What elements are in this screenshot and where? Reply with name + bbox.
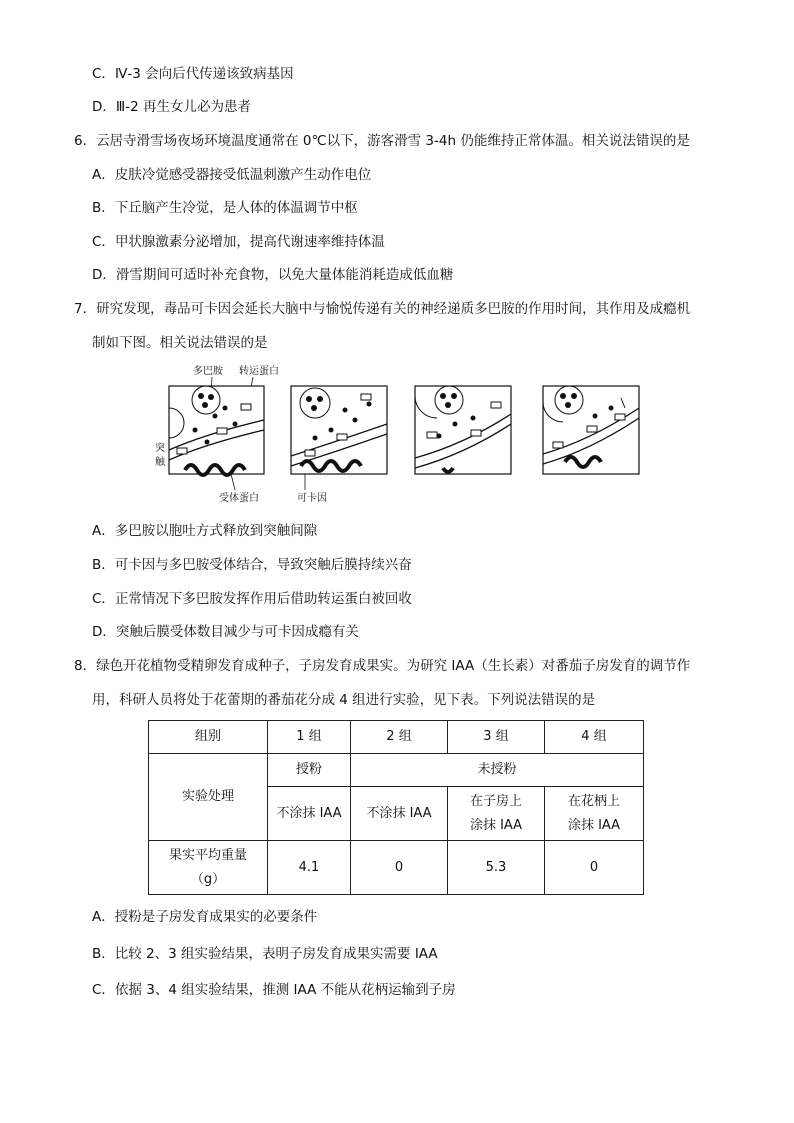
option-letter: D． <box>92 267 116 283</box>
q5-option-c <box>92 64 294 84</box>
panel-3 <box>415 386 511 474</box>
table-header-cell: 组别 <box>149 721 268 754</box>
q8-option-a <box>92 907 317 927</box>
panel-4 <box>543 386 639 474</box>
q7-option-b <box>92 555 412 575</box>
option-text: 依据 3、4 组实验结果，推测 IAA 不能从花柄运输到子房 <box>114 982 456 998</box>
table-header-cell: 4 组 <box>545 721 644 754</box>
synapse-figure <box>155 358 650 508</box>
label-synapse-1: 突 <box>155 443 165 454</box>
panel-2 <box>291 386 387 474</box>
label-dopamine: 多巴胺 <box>193 366 223 377</box>
option-text: Ⅳ-3 会向后代传递该致病基因 <box>114 66 294 82</box>
option-text: 下丘脑产生冷觉，是人体的体温调节中枢 <box>114 200 358 216</box>
label-receptor: 受体蛋白 <box>219 493 259 504</box>
option-text: 多巴胺以胞吐方式释放到突触间隙 <box>114 523 318 539</box>
pollinated-cell: 授粉 <box>268 754 351 787</box>
treatment-cell: 不涂抹 IAA <box>351 787 448 841</box>
q8-stem-line2: 用，科研人员将处于花蕾期的番茄花分成 4 组进行实验，见下表。下列说法错误的是 <box>92 692 596 708</box>
option-letter: D． <box>92 624 116 640</box>
option-text: 授粉是子房发育成果实的必要条件 <box>114 909 318 925</box>
option-text: 甲状腺激素分泌增加，提高代谢速率维持体温 <box>114 234 385 250</box>
label-synapse-2: 触 <box>155 457 165 468</box>
treatment-label: 实验处理 <box>149 754 268 841</box>
option-text: 正常情况下多巴胺发挥作用后借助转运蛋白被回收 <box>114 591 412 607</box>
weight-cell: 4.1 <box>268 841 351 895</box>
not-pollinated-cell: 未授粉 <box>351 754 644 787</box>
q7-option-a <box>92 521 317 541</box>
option-text: 可卡因与多巴胺受体结合，导致突触后膜持续兴奋 <box>114 557 412 573</box>
q7-stem-line1: 7．研究发现，毒品可卡因会延长大脑中与愉悦传递有关的神经递质多巴胺的作用时间，其作用及成瘾机 <box>74 301 691 317</box>
table-row <box>149 721 644 754</box>
treatment-cell: 在花柄上 涂抹 IAA <box>545 787 644 841</box>
table-header-cell: 3 组 <box>448 721 545 754</box>
option-letter: B． <box>92 557 115 573</box>
option-letter: B． <box>92 200 115 216</box>
q6-option-d <box>92 265 453 285</box>
option-letter: A． <box>92 167 115 183</box>
q6-option-c <box>92 232 385 252</box>
option-letter: A． <box>92 909 115 925</box>
q8-stem-line1: 8．绿色开花植物受精卵发育成种子，子房发育成果实。为研究 IAA（生长素）对番茄子房发育的调节作 <box>74 658 691 674</box>
table-row <box>149 754 644 787</box>
weight-cell: 5.3 <box>448 841 545 895</box>
option-letter: C． <box>92 982 115 998</box>
q8-option-b <box>92 944 438 964</box>
option-text: 比较 2、3 组实验结果，表明子房发育成果实需要 IAA <box>114 946 438 962</box>
option-text: Ⅲ-2 再生女儿必为患者 <box>115 99 251 115</box>
table-header-cell: 1 组 <box>268 721 351 754</box>
option-letter: C． <box>92 66 115 82</box>
weight-cell: 0 <box>351 841 448 895</box>
table-row <box>149 841 644 895</box>
option-text: 滑雪期间可适时补充食物，以免大量体能消耗造成低血糖 <box>115 267 454 283</box>
weight-label: 果实平均重量 （g） <box>149 841 268 895</box>
table-header-cell: 2 组 <box>351 721 448 754</box>
q6-option-b <box>92 198 358 218</box>
weight-cell: 0 <box>545 841 644 895</box>
treatment-cell: 不涂抹 IAA <box>268 787 351 841</box>
option-text: 突触后膜受体数目减少与可卡因成瘾有关 <box>115 624 359 640</box>
q7-option-c <box>92 589 412 609</box>
results-table <box>148 720 644 895</box>
option-letter: B． <box>92 946 115 962</box>
option-letter: C． <box>92 591 115 607</box>
label-cocaine: 可卡因 <box>297 493 327 504</box>
q5-option-d <box>92 97 251 117</box>
option-letter: A． <box>92 523 115 539</box>
panel-1 <box>169 386 264 475</box>
option-letter: C． <box>92 234 115 250</box>
q6-stem: 6．云居寺滑雪场夜场环境温度通常在 0℃以下，游客滑雪 3-4h 仍能维持正常体温。相关说法错误的是 <box>74 133 690 149</box>
q8-option-c <box>92 980 456 1000</box>
option-letter: D． <box>92 99 116 115</box>
treatment-cell: 在子房上 涂抹 IAA <box>448 787 545 841</box>
q6-option-a <box>92 165 371 185</box>
q7-option-d <box>92 622 359 642</box>
q7-stem-line2: 制如下图。相关说法错误的是 <box>92 335 268 351</box>
label-transporter: 转运蛋白 <box>239 366 279 377</box>
option-text: 皮肤冷觉感受器接受低温刺激产生动作电位 <box>114 167 372 183</box>
